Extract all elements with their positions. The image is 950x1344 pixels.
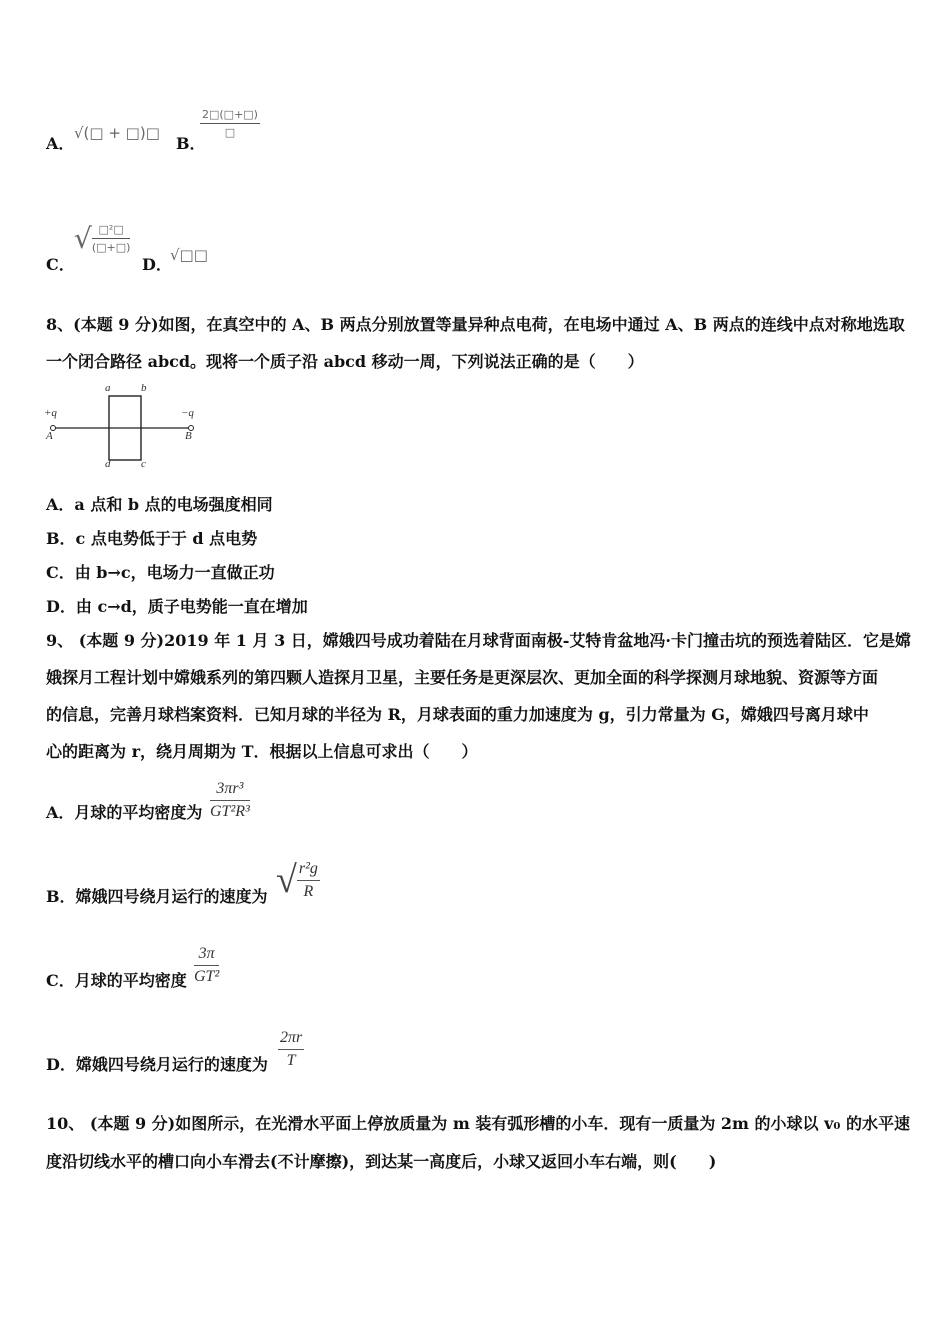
q7-option-b-denominator: □ [224, 126, 236, 139]
q7-option-b-numerator: 2□(□+□) [200, 108, 260, 124]
q7-option-c-denominator: (□+□) [91, 241, 131, 254]
q9-option-a-formula [210, 780, 250, 821]
q7-option-d-label: D． [142, 255, 172, 274]
corner-a-label: a [105, 382, 111, 394]
q8-option-a: A．a 点和 b 点的电场强度相同 [46, 495, 273, 514]
q9-stem-line-1: 9、 (本题 9 分)2019 年 1 月 3 日，嫦娥四号成功着陆在月球背面南极-艾特肯盆地冯·卡门撞击坑的预选着陆区．它是嫦 [46, 631, 911, 650]
q8-figure-drawing [40, 378, 210, 474]
q7-option-a-formula: √(□ + □)□ [74, 124, 160, 142]
q9-option-c-numerator: 3π [194, 945, 219, 966]
q8-stem-line-1: 8、(本题 9 分)如图，在真空中的 A、B 两点分别放置等量异种点电荷，在电场中通过 A、B 两点的连线中点对称地选取 [46, 315, 905, 334]
q9-option-a-text: A．月球的平均密度为 [46, 803, 203, 822]
q9-option-d-denominator: T [286, 1052, 296, 1069]
q9-stem-line-3: 的信息，完善月球档案资料．已知月球的半径为 R，月球表面的重力加速度为 g，引力常量为 G，嫦娥四号离月球中 [46, 705, 869, 724]
corner-c-label: c [141, 458, 146, 470]
q9-option-b-numerator: r²g [297, 860, 320, 881]
q9-option-a-denominator: GT²R³ [210, 803, 250, 820]
q9-option-b-text: B．嫦娥四号绕月运行的速度为 [46, 887, 268, 906]
q9-option-b-denominator: R [303, 882, 314, 900]
corner-b-label: b [141, 382, 147, 394]
q8-option-b: B．c 点电势低于于 d 点电势 [46, 529, 258, 548]
point-b-label: B [185, 430, 192, 442]
q9-stem-line-2: 娥探月工程计划中嫦娥系列的第四颗人造探月卫星，主要任务是更深层次、更加全面的科学探测月球地貌、资源等方面 [46, 668, 879, 687]
q7-option-b-label: B． [176, 134, 206, 153]
q9-option-d-numerator: 2πr [278, 1029, 304, 1050]
q9-option-b-formula: √ $\frac{\text{r²g}}{R}$ [276, 859, 318, 901]
q9-option-d-text: D．嫦娥四号绕月运行的速度为 [46, 1055, 268, 1074]
q8-stem-line-2: 一个闭合路径 abcd。现将一个质子沿 abcd 移动一周，下列说法正确的是（ ） [46, 352, 644, 371]
right-charge-label: −q [181, 407, 194, 419]
q8-figure [40, 378, 210, 474]
q7-option-d-formula: √□□ [170, 246, 208, 264]
q7-option-a-label: A． [46, 134, 75, 153]
q9-option-c-formula [194, 945, 219, 986]
q9-option-a-numerator: 3πr³ [210, 780, 250, 801]
point-a-label: A [46, 430, 53, 442]
q8-option-c: C．由 b→c，电场力一直做正功 [46, 563, 275, 582]
q9-option-c-denominator: GT² [194, 968, 220, 985]
q8-option-d: D．由 c→d，质子电势能一直在增加 [46, 597, 308, 616]
corner-d-label: d [105, 458, 111, 470]
q7-option-c-numerator: □²□ [92, 223, 131, 239]
q10-stem-line-2: 度沿切线水平的槽口向小车滑去(不计摩擦)，到达某一高度后，小球又返回小车右端，则( ) [46, 1152, 717, 1171]
q9-option-d-formula [278, 1029, 304, 1070]
q7-option-b-formula [200, 108, 260, 139]
left-charge-label: +q [44, 407, 57, 419]
q9-stem-line-4: 心的距离为 r，绕月周期为 T．根据以上信息可求出（ ） [46, 742, 478, 761]
q7-option-c-formula: √ $\frac{\text{□²□}}{(□+□)}$ [74, 222, 131, 255]
q10-stem-line-1: 10、 (本题 9 分)如图所示，在光滑水平面上停放质量为 m 装有弧形槽的小车．现有一质量为 2m 的小球以 v₀ 的水平速 [46, 1114, 910, 1133]
q9-option-c-text: C．月球的平均密度 [46, 971, 187, 990]
q7-option-c-label: C． [46, 255, 75, 274]
